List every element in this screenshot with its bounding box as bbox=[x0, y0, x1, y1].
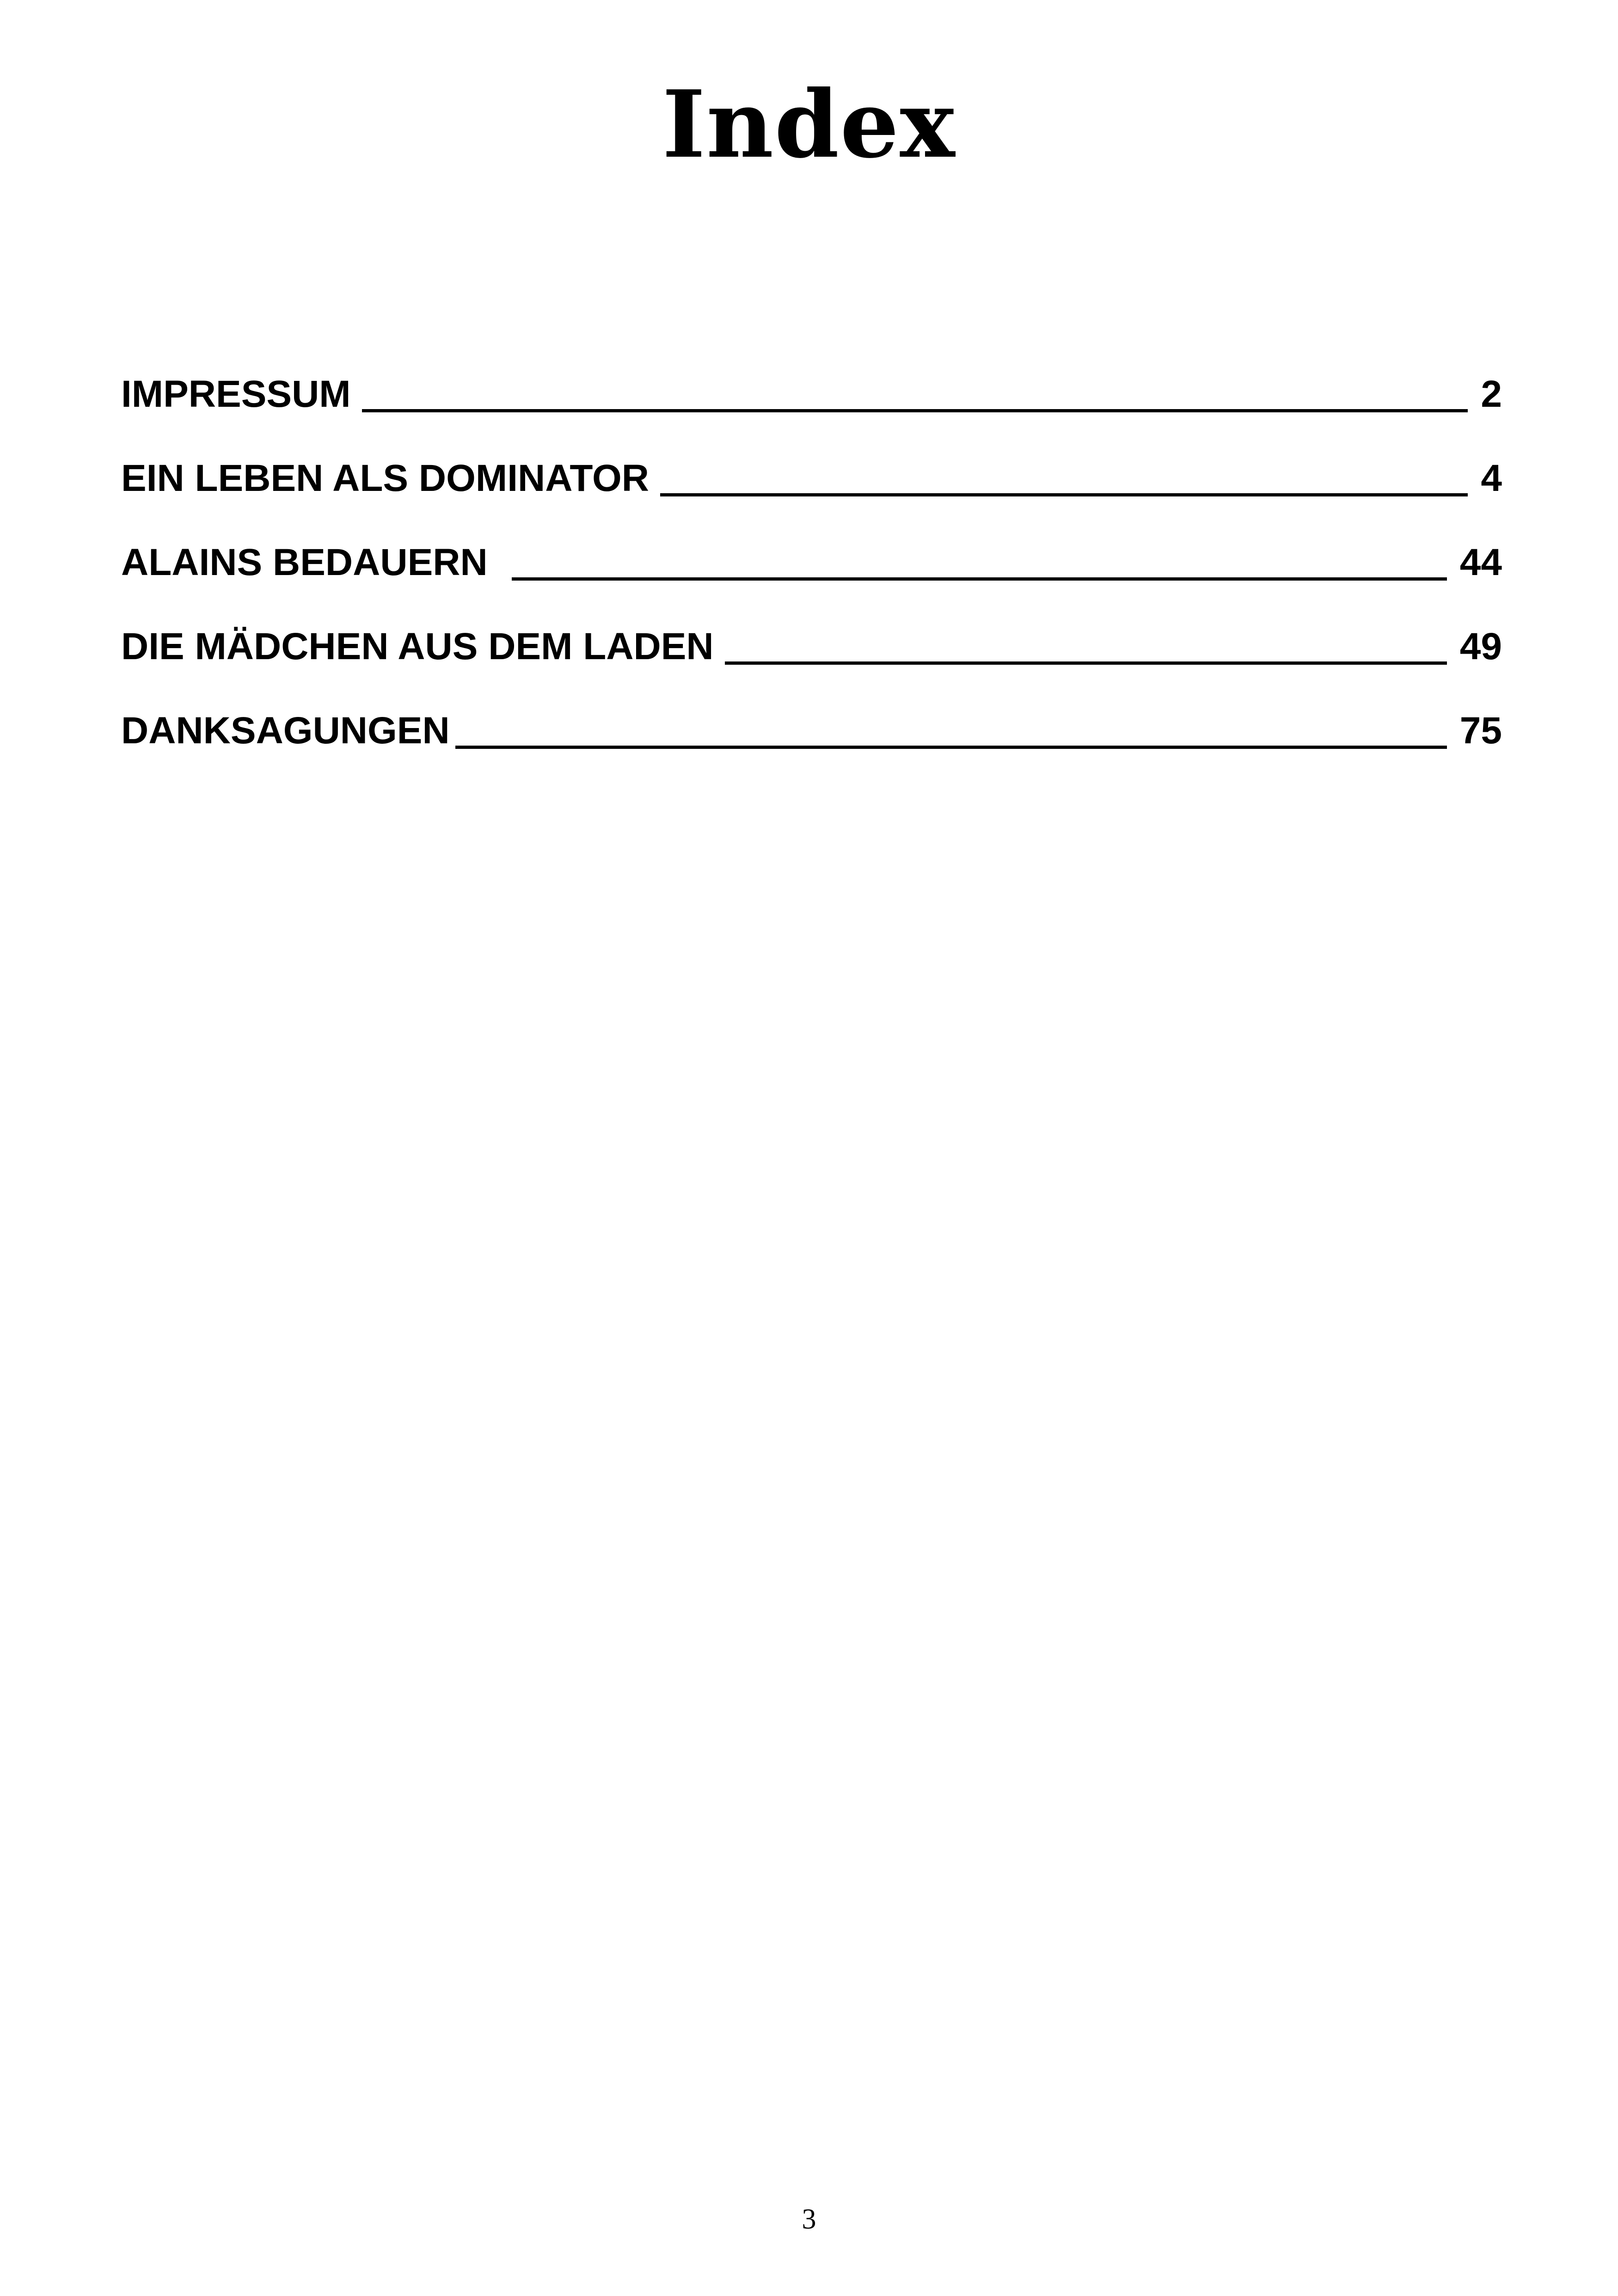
toc-entry-impressum bbox=[121, 333, 1502, 417]
toc-entry-page: 49 bbox=[1459, 625, 1502, 667]
toc-entry-label: IMPRESSUM bbox=[121, 373, 351, 415]
toc-entry-page: 44 bbox=[1459, 541, 1502, 583]
page-title: Index bbox=[662, 70, 956, 179]
toc-entry-label: DANKSAGUNGEN bbox=[121, 710, 450, 752]
toc-leader-line bbox=[455, 746, 1447, 749]
toc-entry-label: ALAINS BEDAUERN bbox=[121, 541, 488, 583]
toc-entry-label: EIN LEBEN ALS DOMINATOR bbox=[121, 457, 649, 499]
toc-entry-page: 2 bbox=[1481, 373, 1502, 415]
toc-leader-line bbox=[362, 409, 1468, 412]
toc-leader-line bbox=[512, 577, 1447, 581]
toc-entry-page: 75 bbox=[1459, 710, 1502, 752]
page-number: 3 bbox=[802, 2204, 816, 2235]
toc-entry-danksagungen bbox=[121, 669, 1502, 753]
toc-entry-alains-bedauern bbox=[121, 501, 1502, 585]
toc-leader-line bbox=[660, 493, 1468, 496]
toc-entry-page: 4 bbox=[1481, 457, 1502, 499]
toc-entry-die-maedchen-aus-dem-laden bbox=[121, 585, 1502, 669]
table-of-contents bbox=[121, 333, 1502, 753]
toc-entry-label: DIE MÄDCHEN AUS DEM LADEN bbox=[121, 625, 714, 667]
toc-leader-line bbox=[725, 661, 1447, 665]
toc-entry-ein-leben-als-dominator bbox=[121, 417, 1502, 501]
